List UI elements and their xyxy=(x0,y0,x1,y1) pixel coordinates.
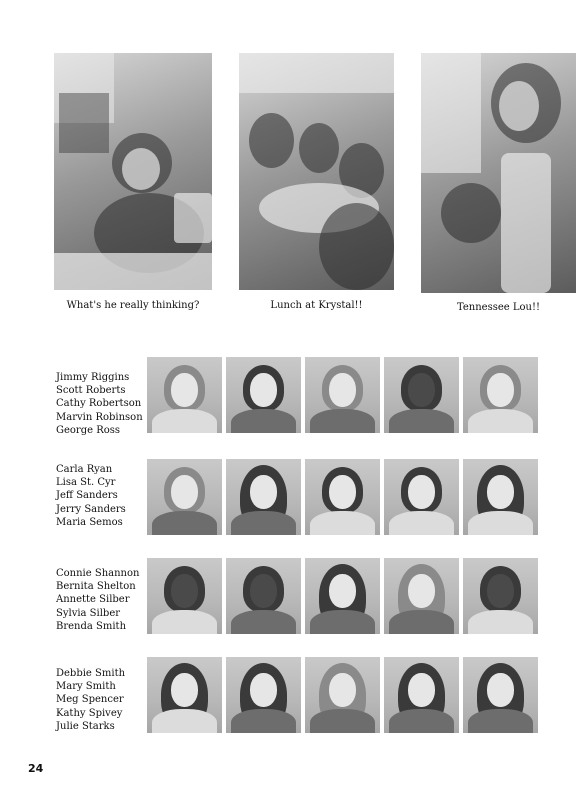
student-name: Lisa St. Cyr xyxy=(56,477,116,489)
student-portrait xyxy=(305,657,380,733)
student-portrait xyxy=(463,657,538,733)
student-portrait xyxy=(305,558,380,634)
name-list-group-4 xyxy=(56,667,144,733)
student-name: Connie Shannon xyxy=(56,568,140,579)
student-name: Debbie Smith xyxy=(56,668,126,679)
student-name: Kathy Spivey xyxy=(56,707,123,719)
caption-candid-3: Tennessee Lou!! xyxy=(456,302,541,313)
name-list-group-2 xyxy=(56,463,144,529)
student-portrait xyxy=(226,657,301,733)
name-list-group-3 xyxy=(56,567,144,633)
student-name: Bernita Shelton xyxy=(56,581,136,593)
student-name: Jimmy Riggins xyxy=(56,372,130,383)
student-portrait xyxy=(147,357,222,433)
student-name: Scott Roberts xyxy=(56,385,126,397)
student-portrait xyxy=(226,357,301,433)
student-portrait xyxy=(463,558,538,634)
candid-photo-classroom xyxy=(54,53,212,290)
student-portrait xyxy=(147,657,222,733)
student-portrait xyxy=(463,459,538,535)
student-name: Jerry Sanders xyxy=(56,503,126,515)
student-name: Julie Starks xyxy=(56,720,115,732)
student-name: Meg Spencer xyxy=(56,694,124,706)
student-portrait xyxy=(463,357,538,433)
student-portrait xyxy=(384,459,459,535)
caption-candid-2: Lunch at Krystal!! xyxy=(270,300,363,311)
student-portrait xyxy=(226,558,301,634)
student-name: Cathy Robertson xyxy=(56,398,142,410)
student-name: Carla Ryan xyxy=(56,464,113,475)
student-name: Maria Semos xyxy=(56,516,123,528)
student-name: Annette Silber xyxy=(56,594,130,606)
student-name: Marvin Robinson xyxy=(56,411,143,423)
name-list-group-1 xyxy=(56,371,144,437)
student-portrait xyxy=(305,459,380,535)
student-portrait xyxy=(384,558,459,634)
student-portrait xyxy=(305,357,380,433)
student-portrait xyxy=(226,459,301,535)
candid-photo-lunch xyxy=(239,53,394,290)
student-name: George Ross xyxy=(56,424,121,436)
student-portrait xyxy=(147,558,222,634)
page-number: 24 xyxy=(28,762,44,775)
student-name: Brenda Smith xyxy=(56,620,127,632)
student-name: Jeff Sanders xyxy=(56,490,118,502)
student-name: Sylvia Silber xyxy=(56,607,121,619)
student-portrait xyxy=(384,357,459,433)
student-name: Mary Smith xyxy=(56,681,116,693)
student-portrait xyxy=(384,657,459,733)
caption-candid-1: What's he really thinking? xyxy=(66,300,200,311)
candid-photo-tennessee-lou xyxy=(421,53,576,293)
student-portrait xyxy=(147,459,222,535)
